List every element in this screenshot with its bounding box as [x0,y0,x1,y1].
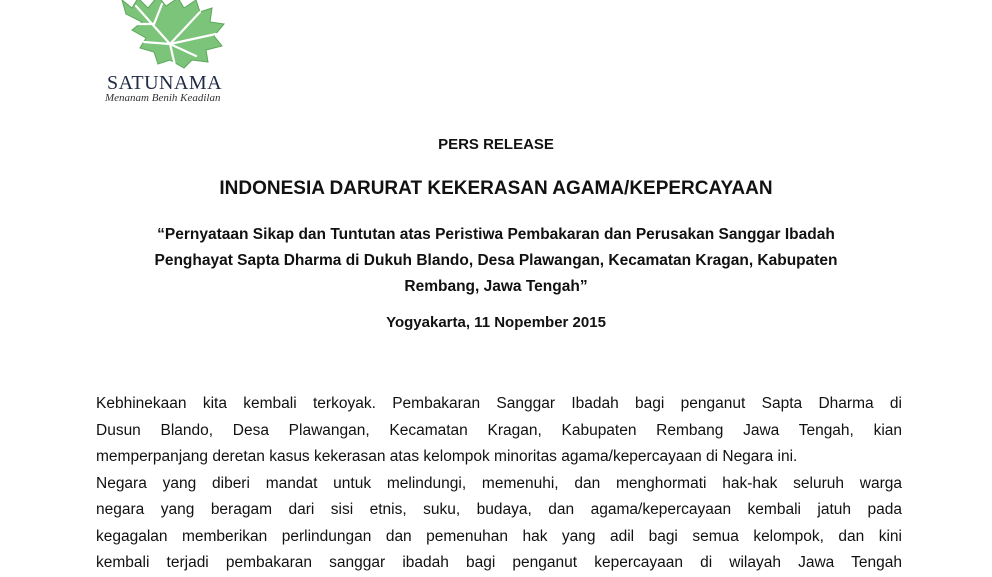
subtitle-line: Penghayat Sapta Dharma di Dukuh Blando, Desa Plawangan, Kecamatan Kragan, Kabupaten [154,252,838,269]
document-title: INDONESIA DARURAT KEKERASAN AGAMA/KEPERCAYAAN [219,178,773,199]
logo-name: SATUNAMA [107,72,223,94]
logo-tagline: Menanam Benih Keadilan [105,92,221,104]
leaf-icon [114,0,232,74]
paragraph-line: kegagalan memberikan perlindungan dan pemenuhan hak yang adil bagi semua kelompok, dan kini [96,527,902,545]
paragraph-line: kembali terjadi pembakaran sanggar ibadah bagi penganut kepercayaan di wilayah Jawa Tengah [96,554,902,571]
satunama-logo [100,0,250,110]
paragraph-line: negara yang beragam dari sisi etnis, suku, budaya, dan agama/kepercayaan kembali jatuh pada [96,501,902,518]
paragraph-line: Negara yang diberi mandat untuk melindungi, memenuhi, dan menghormati hak-hak seluruh warga [96,474,902,492]
document-subtitle [110,222,882,300]
subtitle-line: Rembang, Jawa Tengah” [404,278,588,295]
dateline: Yogyakarta, 11 Nopember 2015 [386,314,606,331]
release-label: PERS RELEASE [438,136,554,153]
body-paragraph [96,391,902,571]
subtitle-line: “Pernyataan Sikap dan Tuntutan atas Peristiwa Pembakaran dan Perusakan Sanggar Ibadah [157,226,835,243]
paragraph-line: Kebhinekaan kita kembali terkoyak. Pembakaran Sanggar Ibadah bagi penganut Sapta Dharma di [96,395,902,412]
paragraph-line: Dusun Blando, Desa Plawangan, Kecamatan Kragan, Kabupaten Rembang Jawa Tengah, kian [96,421,902,439]
paragraph-line: memperpanjang deretan kasus kekerasan atas kelompok minoritas agama/kepercayaan di Negara ini. [96,448,798,465]
